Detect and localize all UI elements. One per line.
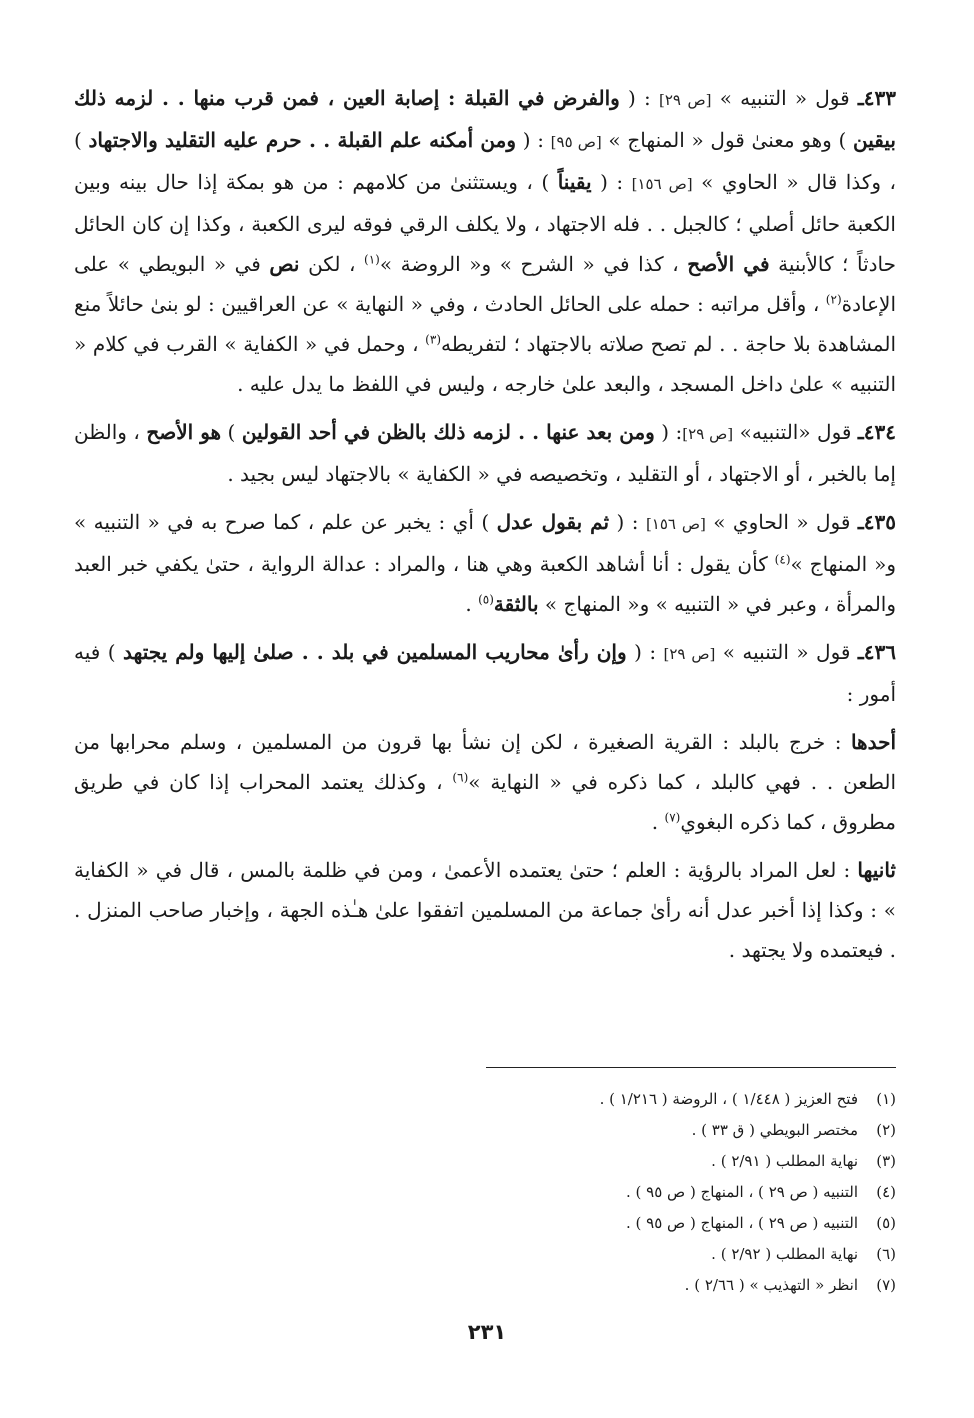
footnote-number: (٣) [876, 1152, 896, 1170]
bold-text: ٤٣٣ـ [857, 86, 896, 110]
text-run: كأن يقول : أنا أشاهد الكعبة وهي هنا ، والمراد : عدالة الرواية ، حتىٰ يكفي خبر العبد والمرأة ، وعبر في « التنبيه » و« المنهاج » [74, 552, 896, 616]
footnote-text: مختصر البويطي ( ق ٣٣ ) . [691, 1121, 858, 1139]
footnote-marker: (٢) [825, 292, 842, 307]
footnote-number: (٢) [876, 1121, 896, 1139]
bold-text: أحدها [850, 730, 896, 754]
paragraph-436 [74, 632, 896, 714]
text-run: ، وكذلك يعتمد المحراب إذا كان في طريق مطروق ، كما ذكره البغوي [74, 770, 896, 834]
text-run: ، لكن [299, 252, 365, 276]
footnote-marker: (٥) [478, 592, 494, 607]
bold-text: ٤٣٥ـ [857, 510, 896, 534]
paragraph-435 [74, 502, 896, 624]
footnote-text: نهاية المطلب ( ٢/٩٢ ) . [711, 1245, 858, 1263]
footnote-text: التنبيه ( ص ٢٩ ) ، المنهاج ( ص ٩٥ ) . [626, 1214, 858, 1232]
text-run: . [465, 592, 479, 616]
text-run: قول « التنبيه » [715, 640, 858, 664]
footnote-text: فتح العزيز ( ١/٤٤٨ ) ، الروضة ( ١/٢١٦ ) . [599, 1090, 858, 1108]
text-run: ) ، ويستثنىٰ من كلامهم : من هو بمكة إذا حال بينه وبين الكعبة حائل أصلي ؛ كالجبل . . فله الاجتهاد ، ولا يكلف الرقي فوقه ليرى الكعبة ، وكذا إن كان الحائل حادثاً ؛ كالأبنية [74, 170, 897, 276]
text-run: في « البويطي » على الإعادة [74, 252, 896, 316]
bold-text: نص [269, 252, 300, 276]
text-run: : ( [516, 128, 551, 152]
text-run: قول « التنبيه » [711, 86, 858, 110]
page-reference: [ص ١٥٦] [631, 175, 693, 193]
bold-text: ثم بقول عدل [496, 510, 610, 534]
text-run: : خرج بالبلد : القرية الصغيرة ، لكن إن نشأ بها قرون من المسلمين ، وسلم محرابها من الطعن . . فهي كالبلد ، كما ذكره في « النهاية » [74, 730, 897, 794]
text-run: : ( [626, 640, 664, 664]
footnote-marker: (٣) [425, 332, 441, 347]
text-run: قول « الحاوي » [705, 510, 858, 534]
main-text [74, 78, 896, 978]
bold-text: ٤٣٦ـ [857, 640, 896, 664]
paragraph-433 [74, 78, 896, 404]
bold-text: والفرض في القبلة : إصابة العين ، فمن قرب منها . . لزمه ذلك بيقين [74, 86, 896, 152]
footnotes [76, 1084, 896, 1301]
text-run: ) فيه أمور : [74, 640, 896, 706]
page-reference: [ص ٢٩] [682, 425, 734, 443]
page-reference: [ص ٢٩] [658, 91, 712, 109]
text-run: : ( [591, 170, 632, 194]
bold-text: ٤٣٤ـ [857, 420, 897, 444]
text-run: ، وحمل في « الكفاية » القرب في كلام « التنبيه » علىٰ داخل المسجد ، والبعد علىٰ خارجه ، وليس في اللفظ ما يدل عليه . [74, 332, 896, 396]
footnote-marker: (٦) [452, 770, 469, 785]
footnote-text: نهاية المطلب ( ٢/٩١ ) . [711, 1152, 858, 1170]
text-run: ) وهو معنىٰ قول « المنهاج » [601, 128, 854, 152]
bold-text: ومن أمكنه علم القبلة . . حرم عليه التقليد والاجتهاد [88, 128, 517, 152]
bold-text: هو الأصح [146, 420, 222, 444]
bold-text: في الأصح [687, 252, 770, 276]
text-run: ) ، وكذا قال « الحاوي » [74, 128, 896, 194]
page-number: ٢٣١ [467, 1320, 507, 1344]
footnote-text: انظر « التهذيب » ( ٢/٦٦ ) . [684, 1276, 858, 1294]
footnote-number: (٦) [876, 1245, 896, 1263]
footnote-divider [486, 1067, 896, 1068]
footnote-number: (١) [876, 1090, 896, 1108]
footnote-number: (٧) [876, 1276, 896, 1294]
footnote-item [76, 1084, 896, 1115]
page-reference: [ص ٩٥] [550, 133, 602, 151]
footnote-marker: (٤) [774, 552, 791, 567]
text-run: ، وأقل مراتبه : حمله على الحائل الحادث ، وفي « النهاية » عن العراقيين : لو بنىٰ حائلاً منع المشاهدة بلا حاجة . . لم تصح صلاته بالاجتهاد ؛ لتفريطه [74, 292, 897, 356]
text-run: قول «التنبيه» [733, 420, 858, 444]
paragraph-434 [74, 412, 896, 494]
text-run: . [651, 810, 665, 834]
text-run: : لعل المراد بالرؤية : العلم ؛ حتىٰ يعتمده الأعمىٰ ، ومن في ظلمة بالمس ، قال في « الكفاية » : وكذا إذا أخبر عدل أنه رأىٰ جماعة من المسلمين اتفقوا علىٰ هـٰذه الجهة ، وإخبار صاحب المنزل . . فيعتمده ولا يجتهد . [74, 858, 896, 962]
bold-text: وإن رأىٰ محاريب المسلمين في بلد . . صلىٰ إليها ولم يجتهد [122, 640, 627, 664]
text-run: ) [221, 420, 242, 444]
text-run: ، كذا في « الشرح » و« الروضة » [379, 252, 688, 276]
footnote-item [76, 1270, 896, 1301]
footnote-item [76, 1239, 896, 1270]
text-run: ، والظن إما بالخبر ، أو الاجتهاد ، أو التقليد ، وتخصيصه في « الكفاية » بالاجتهاد ليس بجيد . [74, 420, 896, 486]
footnote-number: (٤) [876, 1183, 896, 1201]
text-run: : ( [609, 510, 646, 534]
footnote-text: التنبيه ( ص ٢٩ ) ، المنهاج ( ص ٩٥ ) . [626, 1183, 858, 1201]
paragraph-second-matter [74, 850, 896, 970]
footnote-item [76, 1208, 896, 1239]
footnote-item [76, 1115, 896, 1146]
footnote-marker: (٧) [664, 810, 681, 825]
text-run: ) أي : يخبر عن علم ، كما صرح به في « التنبيه » و« المنهاج » [74, 510, 896, 576]
footnote-marker: (١) [364, 252, 380, 267]
text-run: : ( [654, 420, 683, 444]
page-reference: [ص ١٥٦] [645, 515, 706, 533]
bold-text: يقيناً [557, 170, 592, 194]
footnote-number: (٥) [876, 1214, 896, 1232]
bold-text: ثانيها [857, 858, 896, 882]
text-run: : ( [619, 86, 659, 110]
page-reference: [ص ٢٩] [663, 645, 716, 663]
footnote-item [76, 1146, 896, 1177]
bold-text: ومن بعد عنها . . لزمه ذلك بالظن في أحد القولين [241, 420, 655, 444]
footnote-item [76, 1177, 896, 1208]
paragraph-first-matter [74, 722, 896, 842]
bold-text: بالثقة [493, 592, 539, 616]
